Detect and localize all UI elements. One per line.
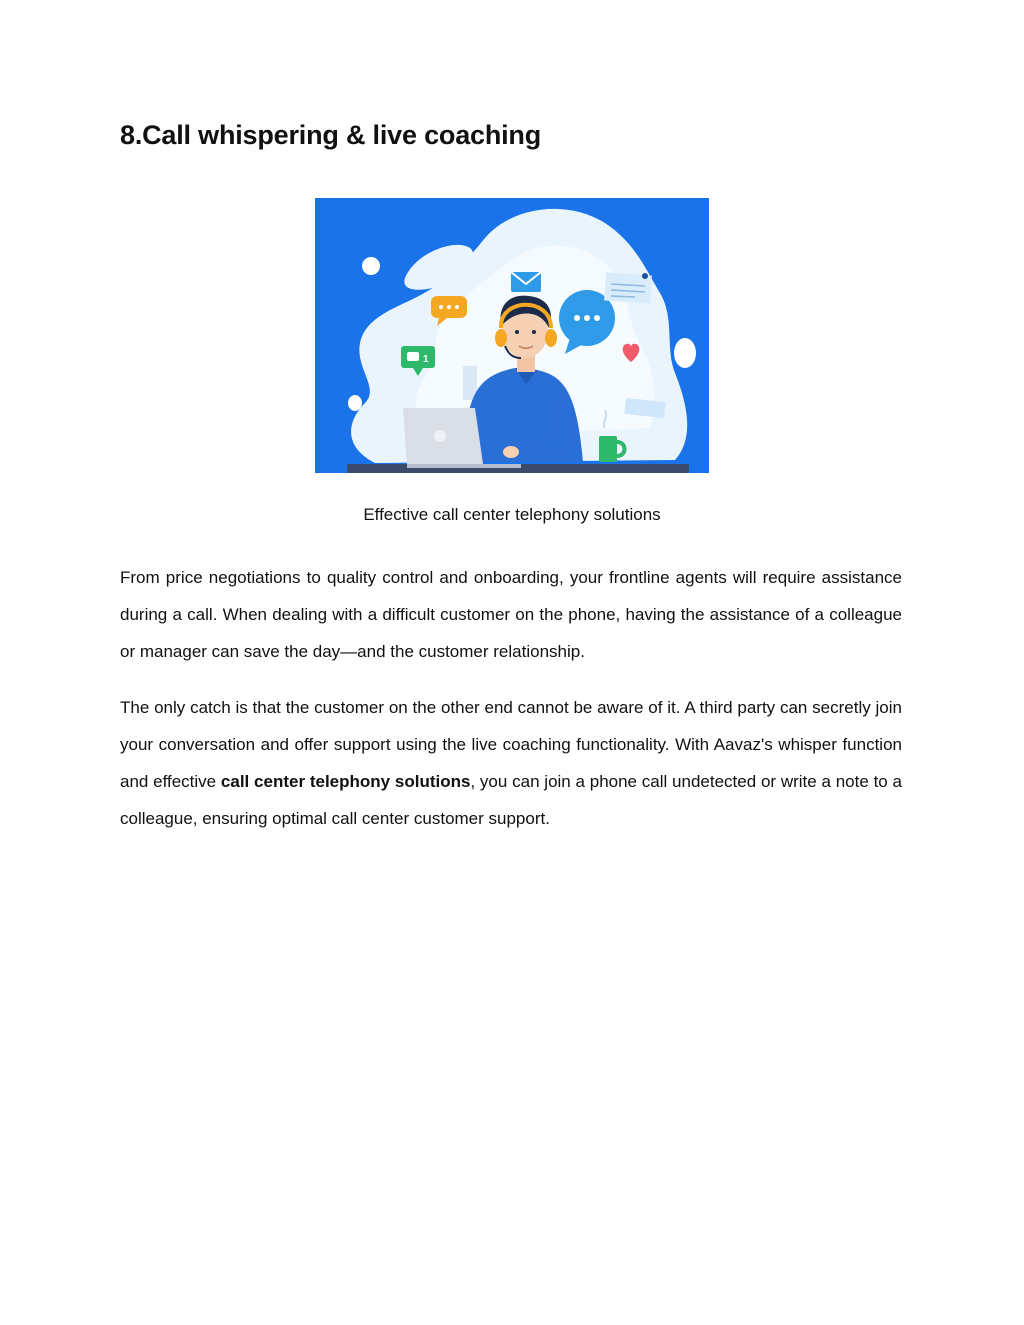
figure-caption: Effective call center telephony solutions — [363, 505, 661, 524]
telephony-solutions-link[interactable]: call center telephony solutions — [220, 772, 471, 791]
sticky-note-icon — [604, 272, 652, 303]
floating-circle-shape — [362, 257, 380, 275]
section-heading: 8.Call whispering & live coaching — [120, 120, 542, 150]
paragraph-2-text-start: The only catch is that the customer on the other end cannot be aware of it. A third party can secretly join your conversation and offer support using the live coaching functionality. With Aavaz's whisper function and effective — [120, 698, 902, 791]
envelope-icon — [511, 272, 541, 292]
paragraph-2 — [120, 689, 902, 837]
floating-dot-shape — [348, 395, 362, 411]
paragraph-1: From price negotiations to quality control and onboarding, your frontline agents will require assistance during a call. When dealing with a difficult customer on the phone, having the assistance of a colleague or manager can save the day—and the customer relationship. — [120, 568, 902, 661]
call-center-illustration — [315, 198, 709, 473]
paragraph-2-text-end: , you can join a phone call undetected or write a note to a colleague, ensuring optimal call center customer support. — [120, 772, 902, 828]
chat-count-label: 1 — [423, 354, 429, 365]
floating-oval-shape — [674, 338, 696, 368]
